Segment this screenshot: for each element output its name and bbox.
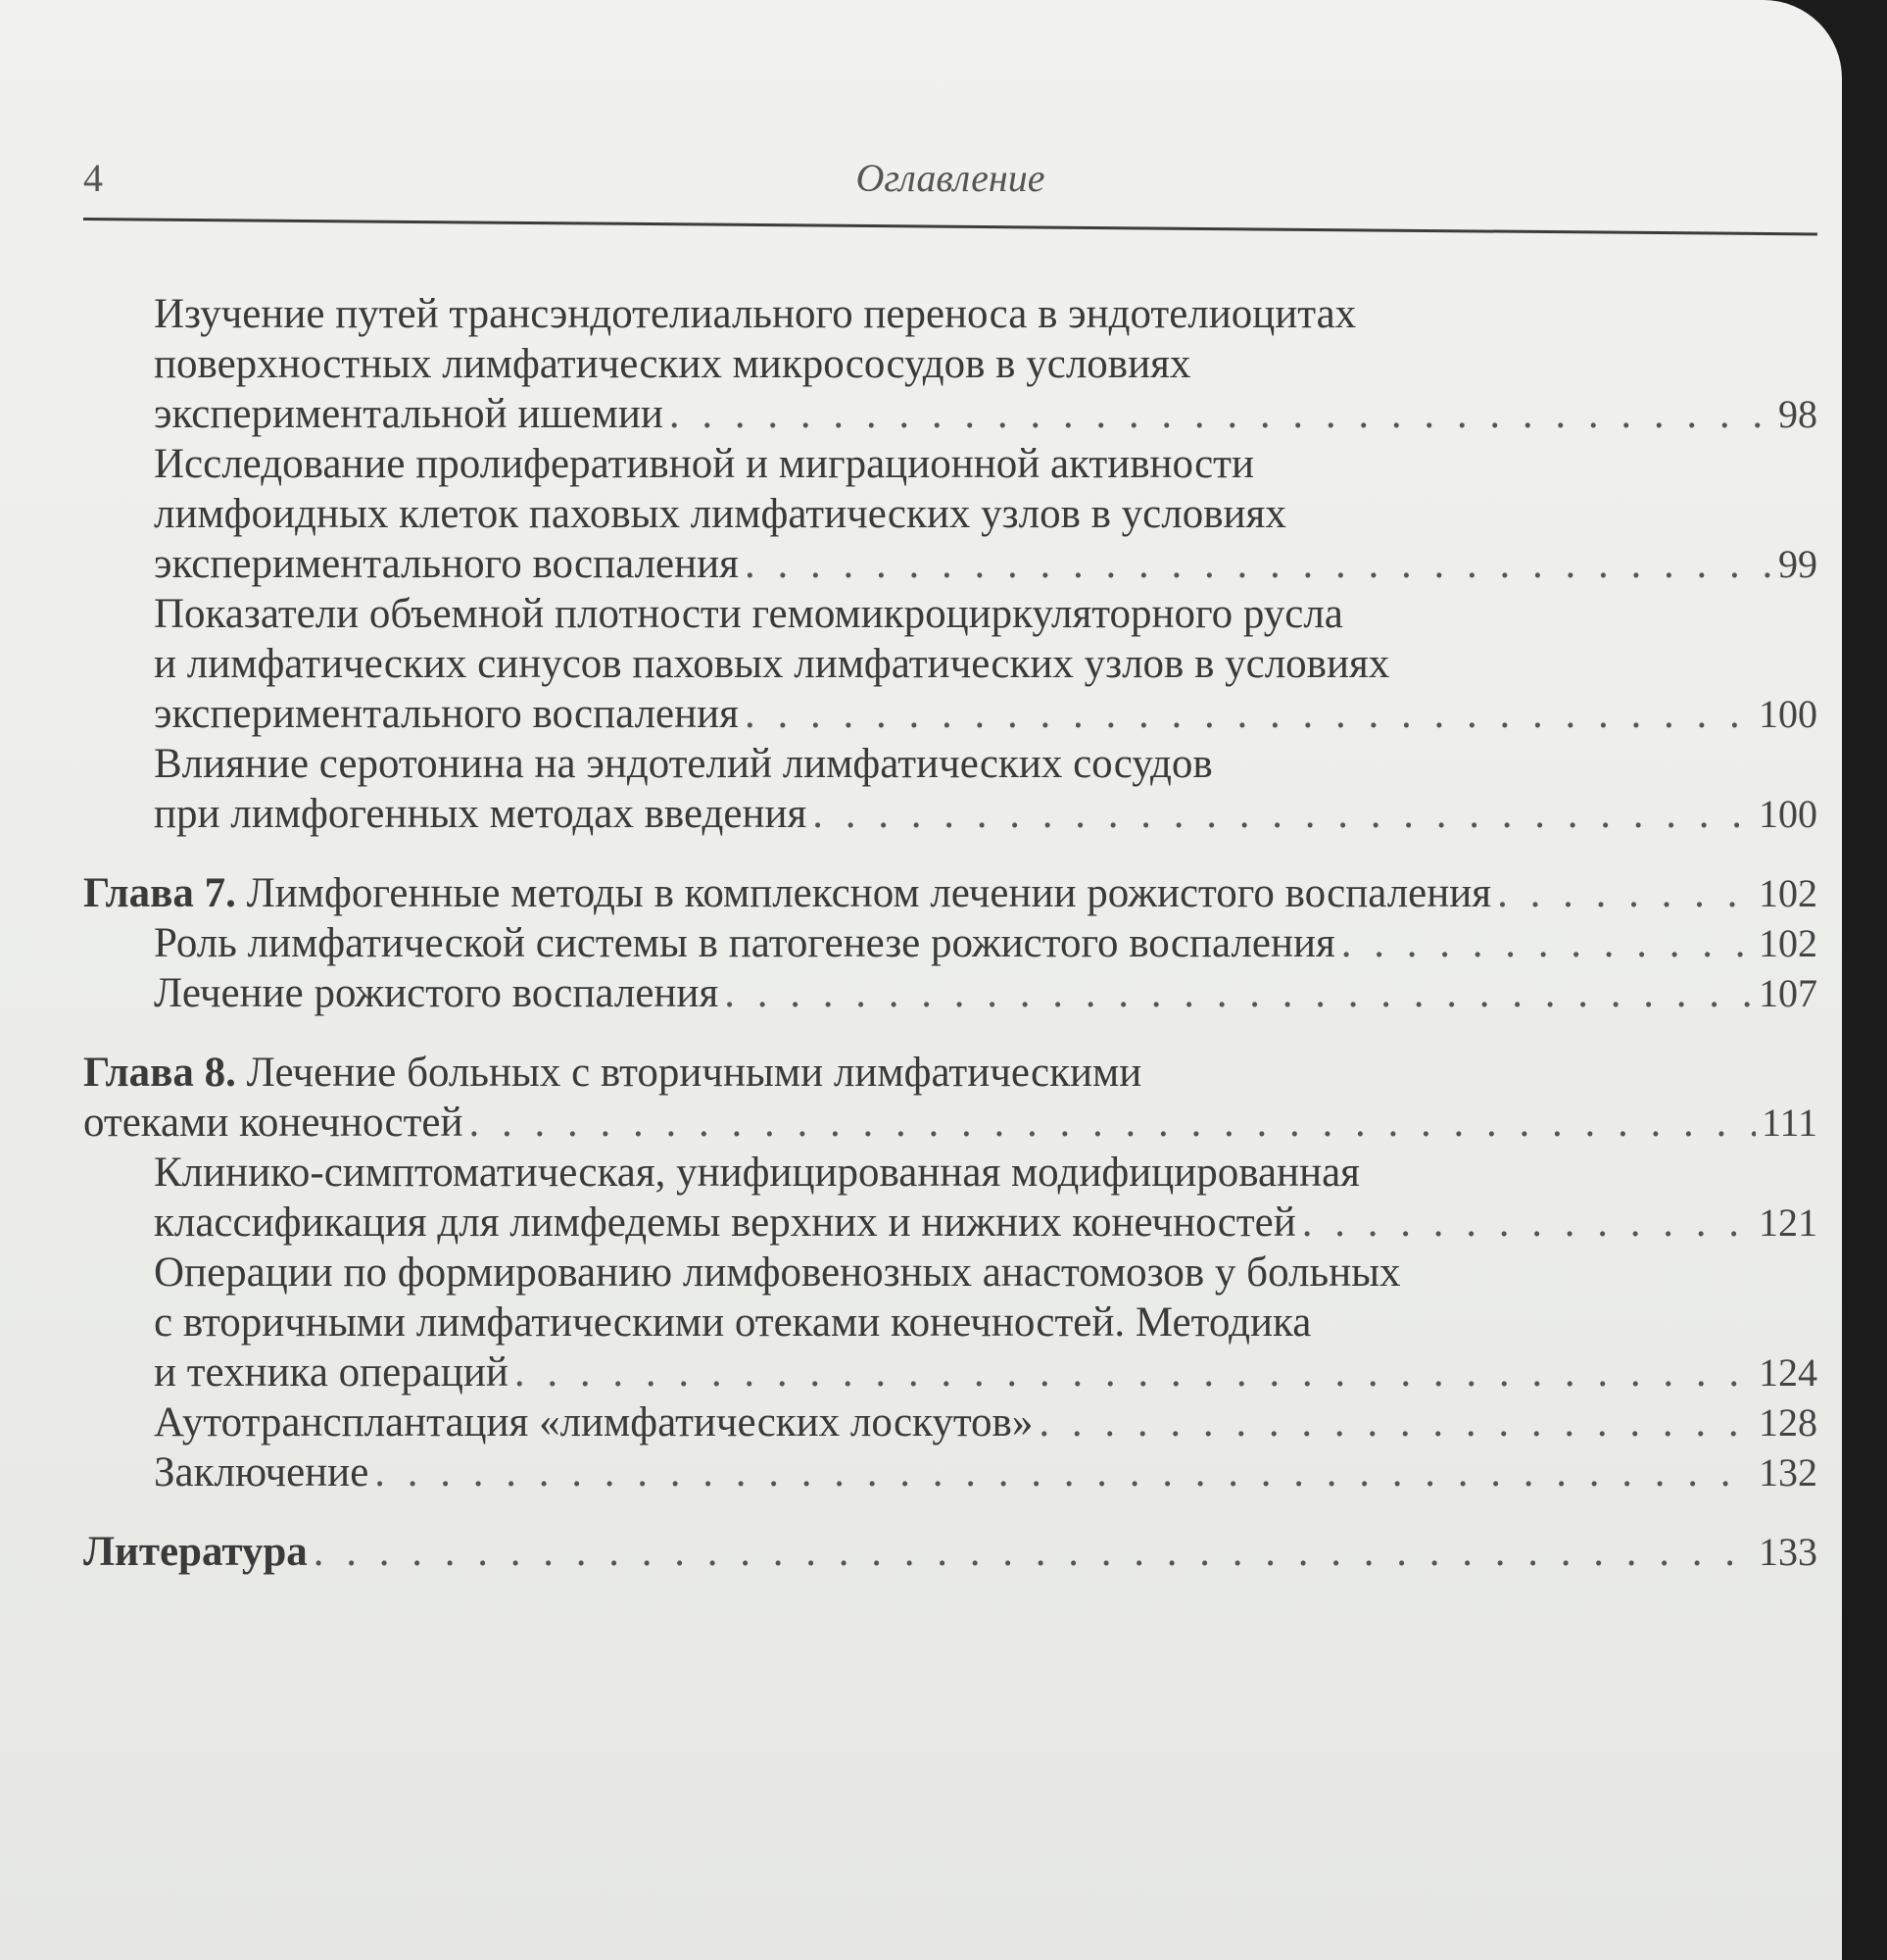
dot-leader (1302, 1198, 1753, 1248)
toc-entry-line (154, 589, 1817, 639)
toc-entry-text: Операции по формированию лимфовенозных анастомозов у больных (154, 1250, 1401, 1296)
toc-page-number: 107 (1759, 971, 1817, 1015)
toc-entry-line (154, 389, 1817, 439)
toc-entry-title (83, 1098, 463, 1148)
toc-entry-line (83, 868, 1817, 918)
toc-entry-text: Изучение путей трансэндотелиального переноса в эндотелиоцитах (154, 291, 1357, 337)
toc-entry-text: поверхностных лимфатических микрососудов в условиях (154, 341, 1191, 387)
page-number: 4 (83, 156, 103, 200)
toc-page-number: 133 (1759, 1530, 1817, 1574)
toc-entry-text: Влияние серотонина на эндотелий лимфатических сосудов (154, 741, 1213, 787)
running-title: Оглавление (855, 156, 1045, 200)
header-rule (83, 218, 1817, 235)
toc-page-number: 99 (1778, 542, 1817, 586)
toc-entry (83, 968, 1817, 1018)
toc-entry-line (154, 1348, 1817, 1397)
toc-entry-line (154, 289, 1817, 339)
toc-entry-line (83, 1527, 1817, 1577)
toc-page-number: 111 (1761, 1101, 1817, 1145)
toc-entry-text: Лимфогенные методы в комплексном лечении рожистого воспаления (246, 870, 1492, 916)
toc-page-number: 121 (1759, 1200, 1817, 1245)
toc-entry-title (154, 689, 739, 739)
toc-entry-line (154, 1148, 1817, 1198)
toc-entry (83, 918, 1817, 968)
toc-page-number: 102 (1759, 921, 1817, 965)
toc-entry-text: с вторичными лимфатическими отеками конечностей. Методика (154, 1299, 1312, 1346)
toc-entry-text: Лечение рожистого воспаления (154, 970, 719, 1016)
toc-entry (83, 589, 1817, 739)
toc-entry-text: экспериментального воспаления (154, 541, 739, 587)
toc-entry (83, 1248, 1817, 1397)
toc-entry-text: экспериментальной ишемии (154, 391, 663, 437)
toc-entry-text: отеками конечностей (83, 1100, 463, 1146)
toc-entry-title (154, 539, 739, 589)
dot-leader (669, 389, 1772, 439)
toc-entry-line (154, 1298, 1817, 1348)
page-header (83, 147, 1817, 206)
toc-page-number: 132 (1759, 1450, 1817, 1494)
toc-entry-line (154, 1397, 1817, 1447)
toc-entry-line (154, 439, 1817, 489)
toc-page-number: 98 (1778, 392, 1817, 436)
toc-entry (83, 1048, 1817, 1148)
dot-leader (514, 1348, 1753, 1397)
toc-page-number: 128 (1759, 1400, 1817, 1445)
toc-entry-text: Роль лимфатической системы в патогенезе рожистого воспаления (154, 920, 1335, 966)
toc-entry-line (154, 918, 1817, 968)
toc-entry-line (83, 1098, 1817, 1148)
toc-page-number: 100 (1759, 692, 1817, 736)
toc-entry-line (154, 639, 1817, 689)
toc-entry-title (154, 389, 663, 439)
toc-entry-title (154, 1397, 1033, 1447)
toc-entry (83, 1527, 1817, 1577)
toc-page-number: 102 (1759, 871, 1817, 915)
toc-entry-line (154, 489, 1817, 539)
toc-entry-text: Литература (83, 1529, 308, 1575)
toc-entry (83, 1397, 1817, 1447)
table-of-contents (83, 289, 1817, 1577)
toc-entry-text: и лимфатических синусов паховых лимфатических узлов в условиях (154, 641, 1390, 687)
toc-entry-title (83, 868, 1491, 918)
toc-entry-line (154, 968, 1817, 1018)
dot-leader (374, 1447, 1753, 1497)
toc-entry (83, 289, 1817, 439)
toc-entry-text: классификация для лимфедемы верхних и нижних конечностей (154, 1200, 1296, 1246)
dot-leader (1039, 1397, 1753, 1447)
toc-entry-text: Показатели объемной плотности гемомикроциркуляторного русла (154, 591, 1343, 637)
toc-entry (83, 439, 1817, 589)
toc-entry-title (83, 1527, 308, 1577)
toc-entry-line (154, 539, 1817, 589)
toc-page-number: 100 (1759, 792, 1817, 836)
toc-entry-line (154, 339, 1817, 389)
toc-entry-line (83, 1048, 1817, 1098)
toc-entry-title (154, 1198, 1296, 1248)
toc-entry-text: и техника операций (154, 1349, 508, 1396)
toc-entry (83, 868, 1817, 918)
chapter-label: Глава 7. (83, 870, 236, 916)
toc-entry-line (154, 739, 1817, 789)
toc-entry-line (154, 1198, 1817, 1248)
dot-leader (469, 1098, 1756, 1148)
toc-entry-text: Лечение больных с вторичными лимфатическими (246, 1050, 1142, 1096)
toc-entry-line (154, 689, 1817, 739)
dot-leader (314, 1527, 1753, 1577)
toc-entry (83, 739, 1817, 839)
toc-entry (83, 1148, 1817, 1248)
toc-entry-text: при лимфогенных методах введения (154, 791, 807, 837)
toc-entry-title (154, 968, 718, 1018)
toc-entry-text: Заключение (154, 1449, 369, 1495)
toc-entry-title (154, 918, 1335, 968)
chapter-label: Глава 8. (83, 1050, 236, 1096)
toc-entry-line (154, 1447, 1817, 1497)
dot-leader (1341, 918, 1753, 968)
dot-leader (724, 968, 1753, 1018)
toc-page-number: 124 (1759, 1350, 1817, 1395)
toc-entry-text: лимфоидных клеток паховых лимфатических узлов в условиях (154, 491, 1286, 537)
toc-entry-text: Аутотрансплантация «лимфатических лоскутов» (154, 1399, 1034, 1446)
toc-entry-text: экспериментального воспаления (154, 691, 739, 737)
dot-leader (745, 539, 1772, 589)
toc-entry-text: Клинико-симптоматическая, унифицированная модифицированная (154, 1150, 1360, 1196)
toc-entry-line (154, 1248, 1817, 1298)
toc-entry-line (154, 789, 1817, 839)
dot-leader (745, 689, 1753, 739)
toc-entry-text: Исследование пролиферативной и миграционной активности (154, 441, 1254, 487)
toc-entry-title (154, 789, 806, 839)
toc-entry-title (154, 1348, 508, 1397)
dot-leader (1497, 868, 1753, 918)
toc-entry (83, 1447, 1817, 1497)
toc-entry-title (154, 1447, 368, 1497)
dot-leader (812, 789, 1753, 839)
